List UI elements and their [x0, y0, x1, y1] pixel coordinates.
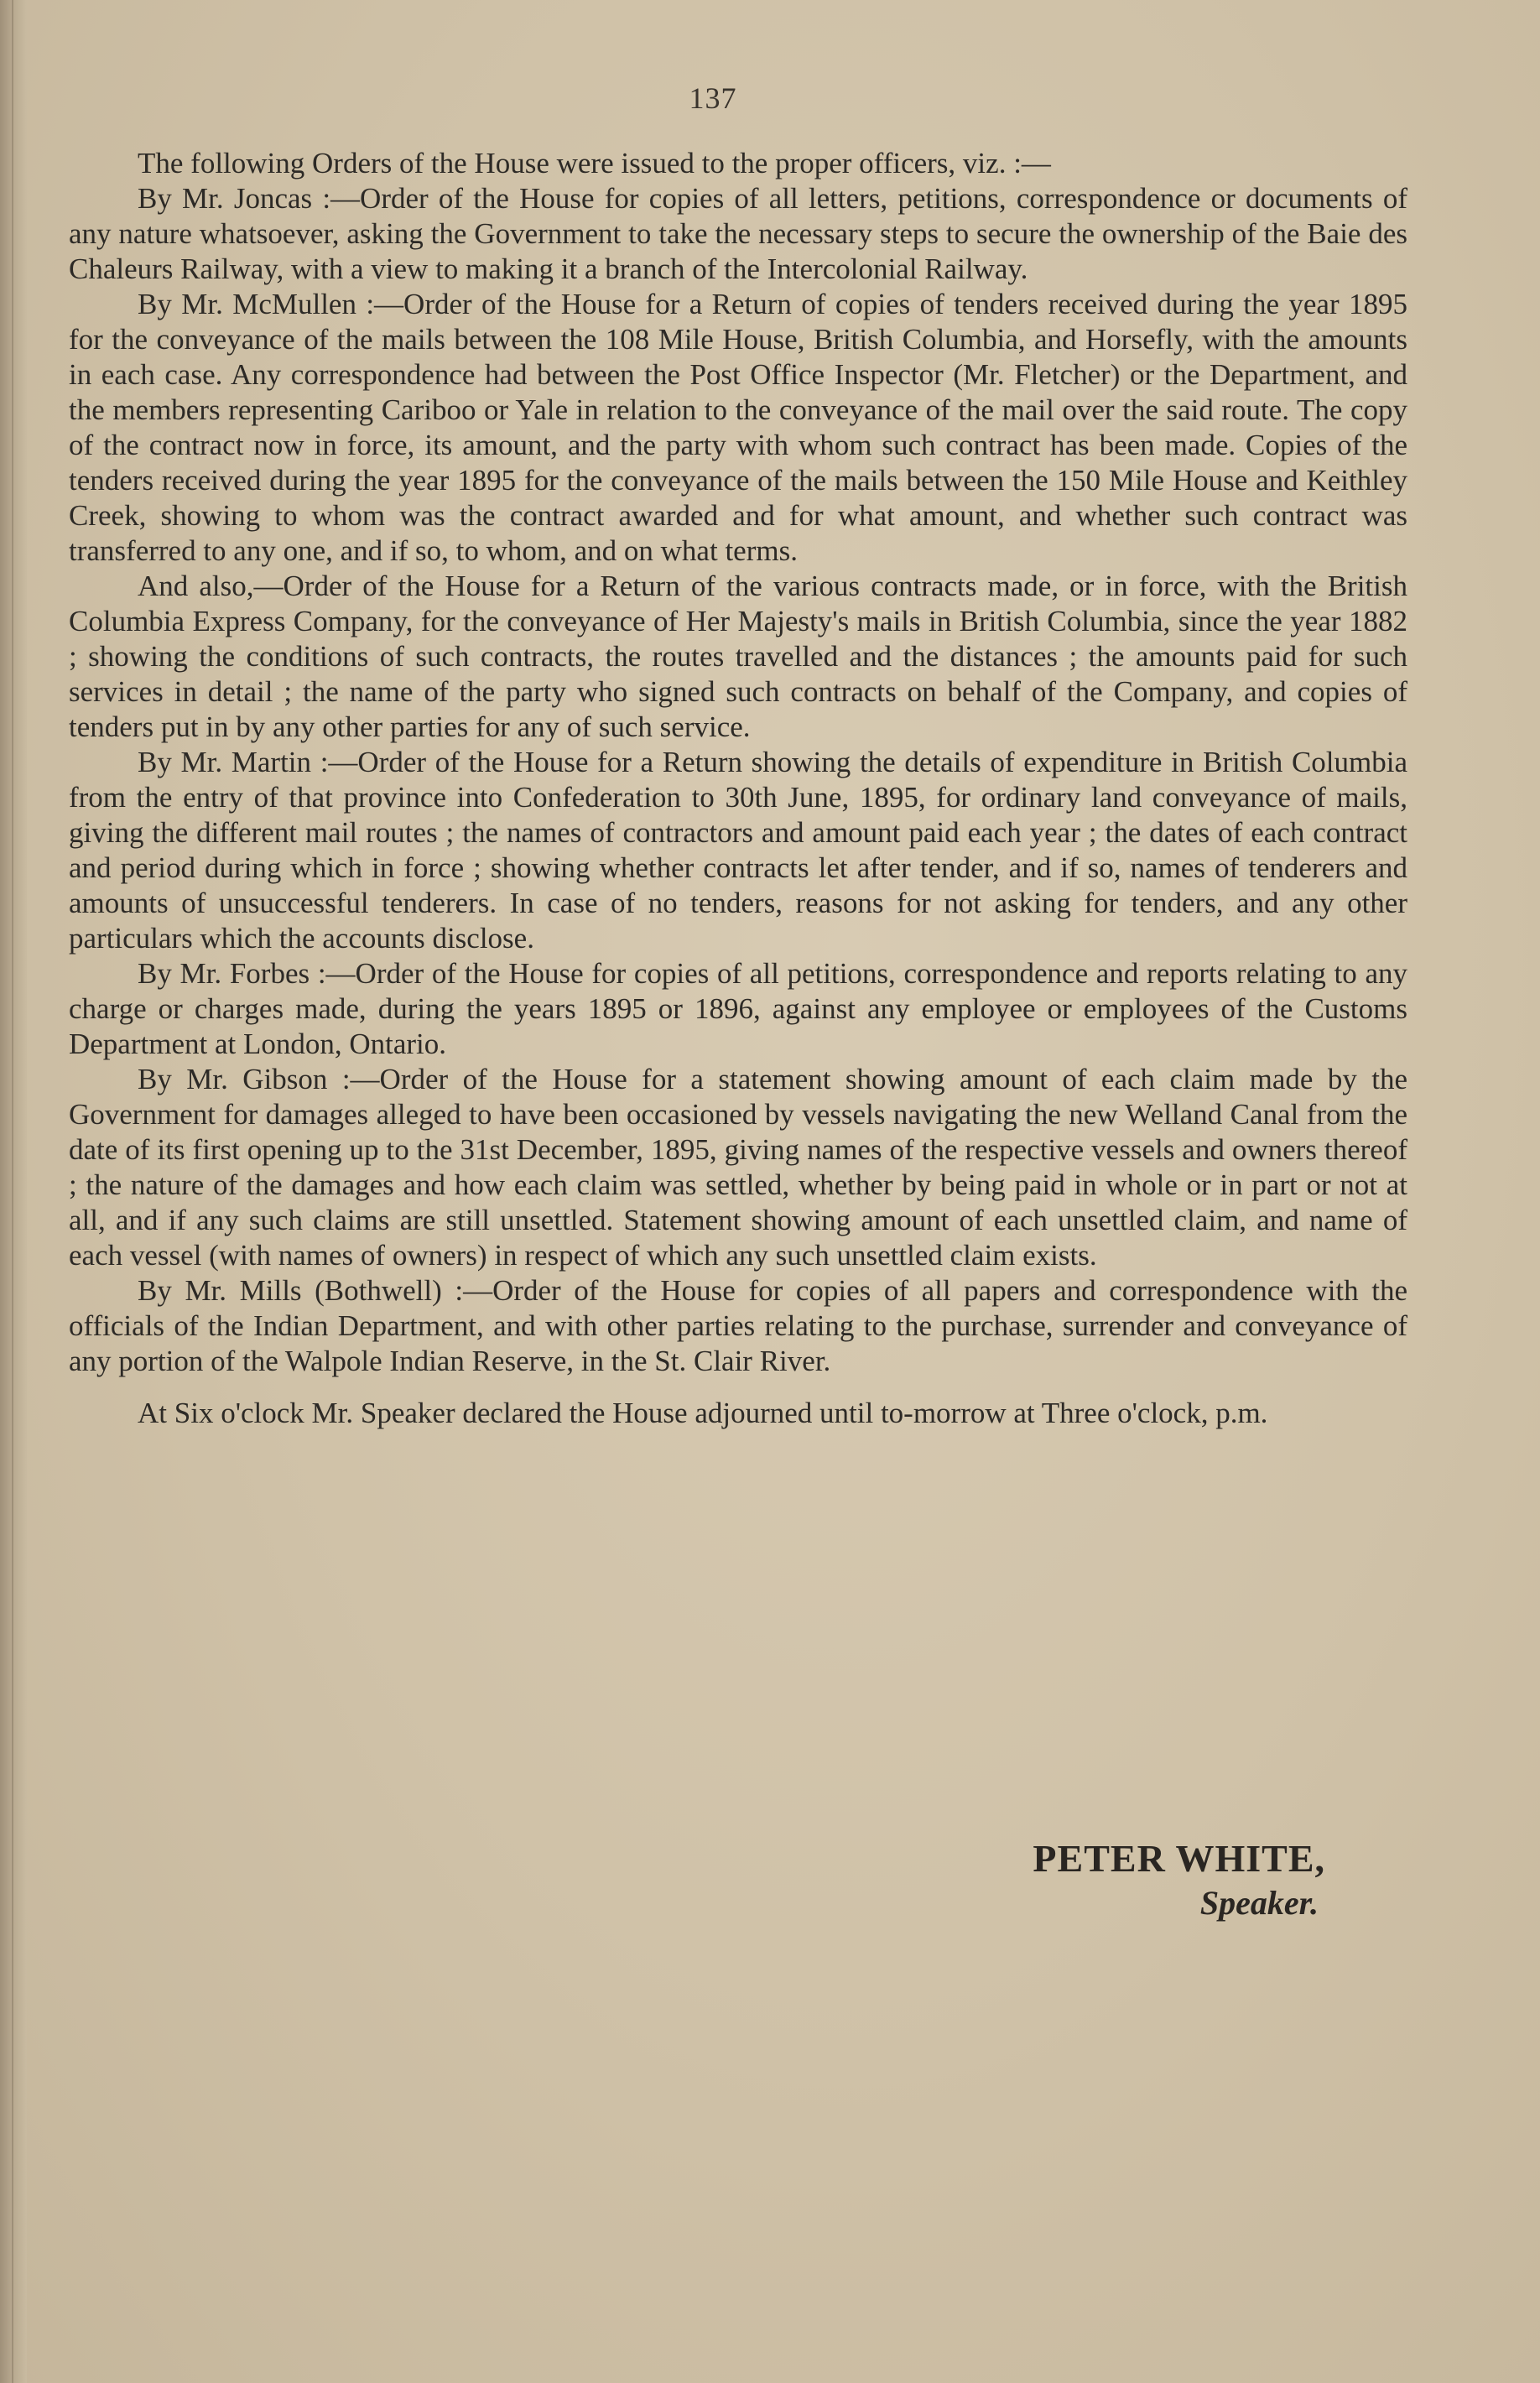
binding-crease — [12, 0, 13, 2383]
signatory-name: PETER WHITE, — [1033, 1837, 1325, 1880]
page-binding-edge — [0, 0, 27, 2383]
paragraph-express-company-order: And also,—Order of the House for a Return of the various contracts made, or in force, with the British Columbia Express Company, for the conveyance of Her Majesty's mails in British Columbia, since the year 1882 ; showing the conditions of such contracts, the routes travelled and the distances ; the amounts paid for such services in detail ; the name of the party who signed such contracts on behalf of the Company, and copies of tenders put in by any other parties for any of such service. — [69, 570, 1407, 743]
paragraph-joncas-order: By Mr. Joncas :—Order of the House for copies of all letters, petitions, correspondence or documents of any nature whatsoever, asking the Government to take the necessary steps to secure the ownership of the Baie des Chaleurs Railway, with a view to making it a branch of the Intercolonial Railway. — [69, 182, 1407, 285]
paragraph-forbes-order: By Mr. Forbes :—Order of the House for copies of all petitions, correspondence and reports relating to any charge or charges made, during the years 1895 or 1896, against any employee or employees of the Customs Department at London, Ontario. — [69, 957, 1407, 1060]
paragraph-mills-order: By Mr. Mills (Bothwell) :—Order of the House for copies of all papers and correspondence with the officials of the Indian Department, and with other parties relating to the purchase, surrender and conveyance of any portion of the Walpole Indian Reserve, in the St. Clair River. — [69, 1274, 1407, 1377]
page-number: 137 — [689, 81, 737, 115]
paragraph-martin-order: By Mr. Martin :—Order of the House for a Return showing the details of expenditure in British Columbia from the entry of that province into Confederation to 30th June, 1895, for ordinary land conveyance of mails, giving the different mail routes ; the names of contractors and amount paid each year ; the dates of each contract and period during which in force ; showing whether contracts let after tender, and if so, names of tenderers and amounts of unsuccessful tenderers. In case of no tenders, reasons for not asking for tenders, and any other particulars which the accounts disclose. — [69, 746, 1407, 955]
body-text — [69, 146, 1407, 1431]
signatory-title: Speaker. — [1199, 1884, 1319, 1922]
paragraph-gibson-order: By Mr. Gibson :—Order of the House for a statement showing amount of each claim made by the Government for damages alleged to have been occasioned by vessels navigating the new Welland Canal from the date of its first opening up to the 31st December, 1895, giving names of the respective vessels and owners thereof ; the nature of the damages and how each claim was settled, whether by being paid in whole or in part or not at all, and if any such claims are still unsettled. Statement showing amount of each unsettled claim, and name of each vessel (with names of owners) in respect of which any such unsettled claim exists. — [69, 1063, 1407, 1272]
signature-block — [839, 1835, 1325, 1924]
paragraph-intro: The following Orders of the House were issued to the proper officers, viz. :— — [138, 147, 1051, 180]
paragraph-adjournment: At Six o'clock Mr. Speaker declared the House adjourned until to-morrow at Three o'clock, p.m. — [138, 1397, 1268, 1429]
paragraph-mcmullen-order: By Mr. McMullen :—Order of the House for a Return of copies of tenders received during the year 1895 for the conveyance of the mails between the 108 Mile House, British Columbia, and Horsefly, with the amounts in each case. Any correspondence had between the Post Office Inspector (Mr. Fletcher) or the Department, and the members representing Cariboo or Yale in relation to the conveyance of the mail over the said route. The copy of the contract now in force, its amount, and the party with whom such contract has been made. Copies of the tenders received during the year 1895 for the conveyance of the mails between the 150 Mile House and Keithley Creek, showing to whom was the contract awarded and for what amount, and whether such contract was transferred to any one, and if so, to whom, and on what terms. — [69, 288, 1407, 567]
